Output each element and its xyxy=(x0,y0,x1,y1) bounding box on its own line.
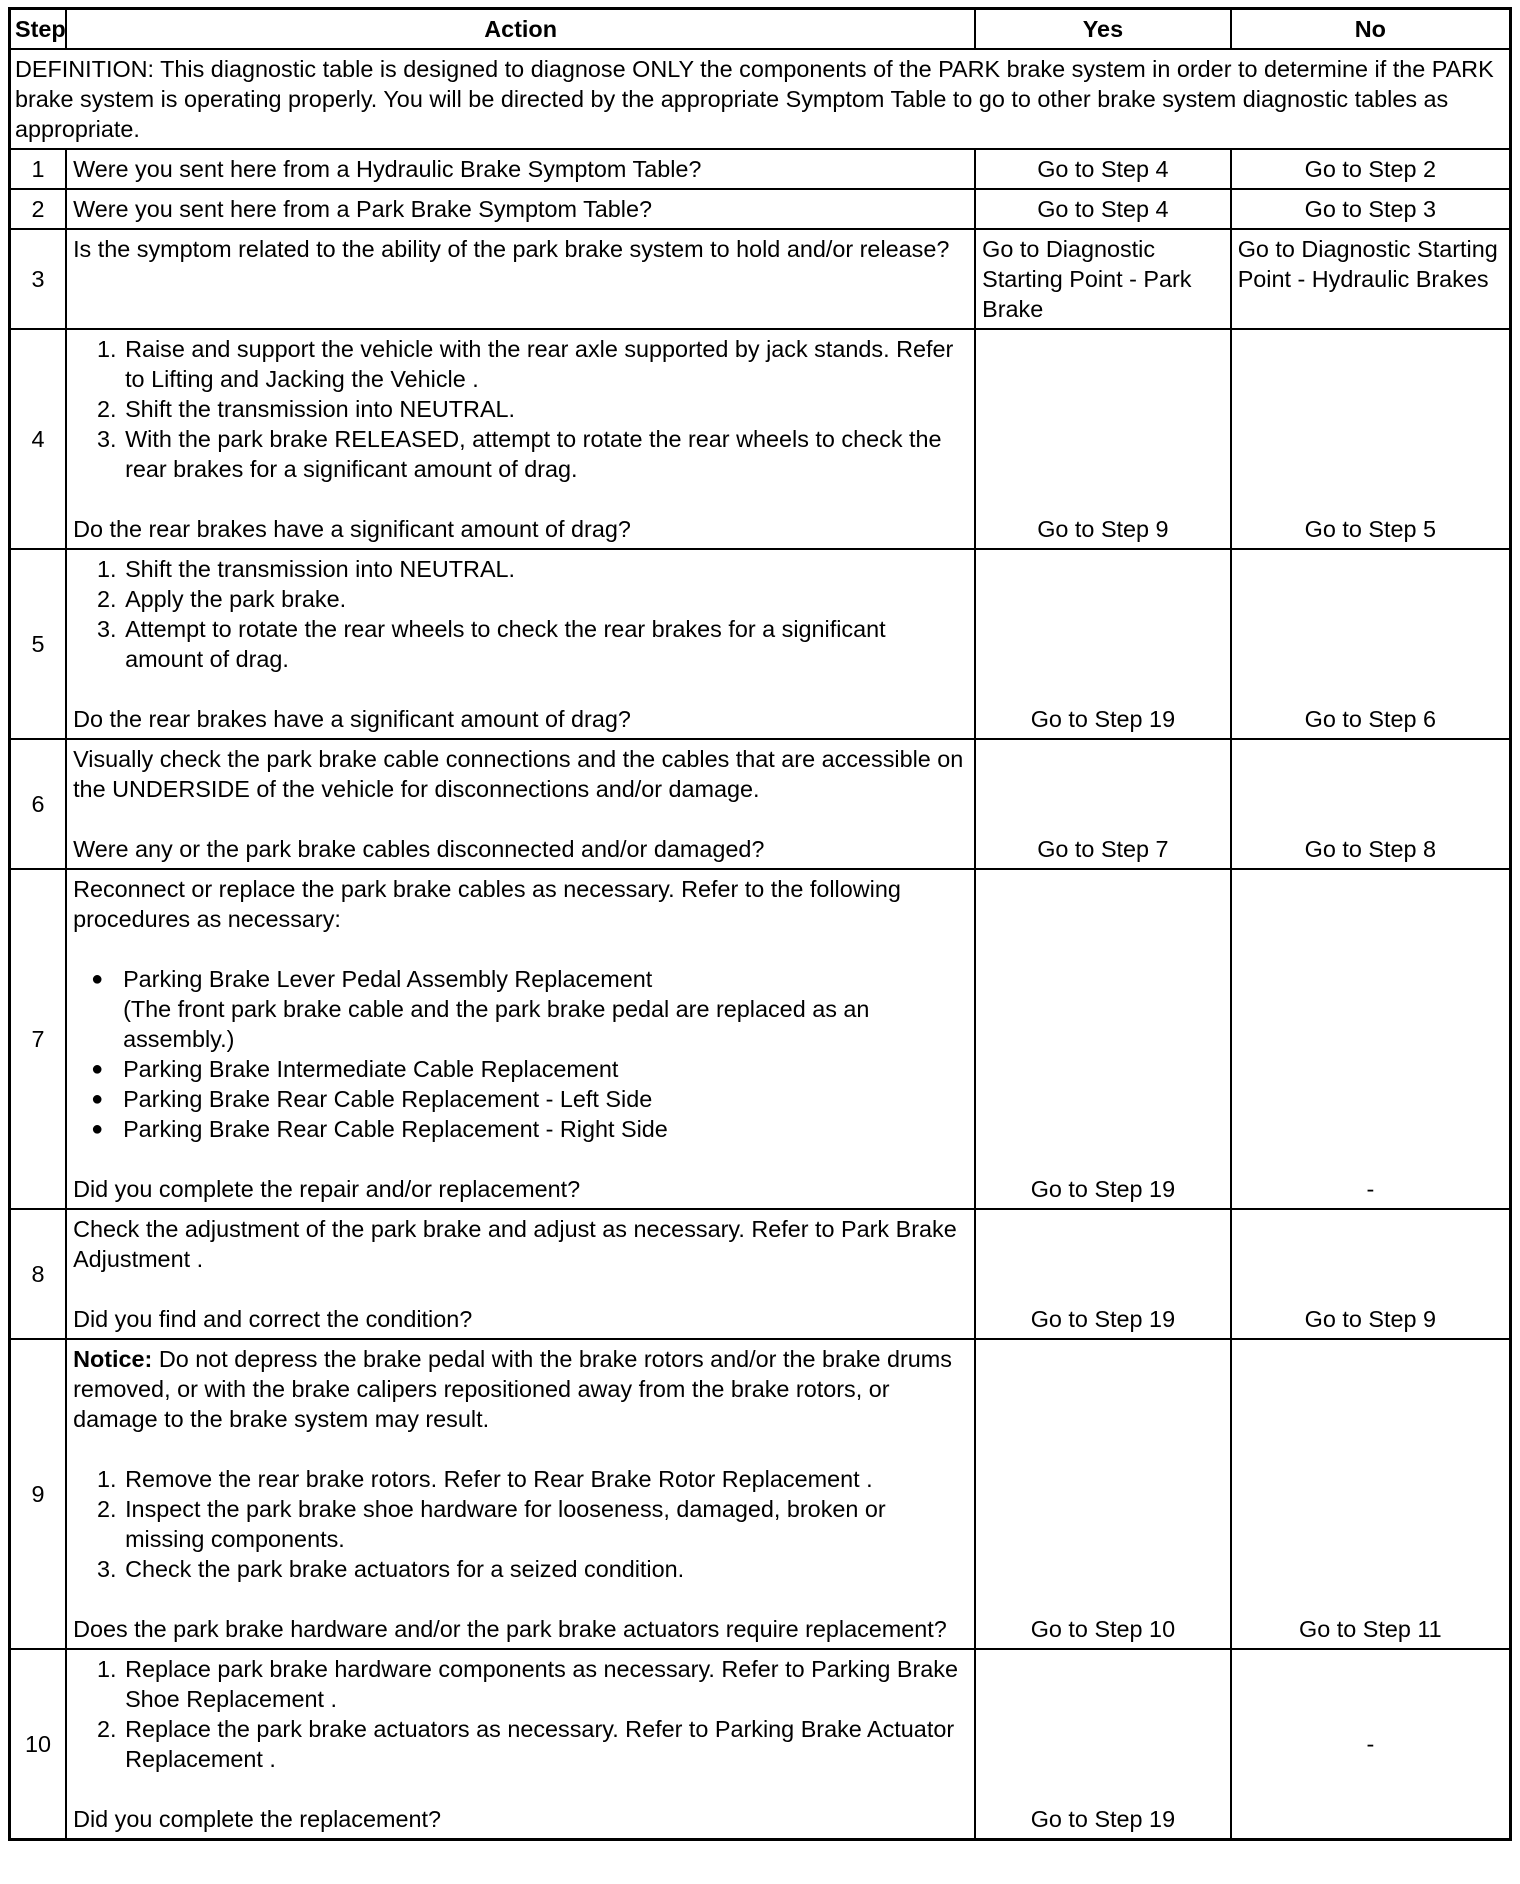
no-cell xyxy=(1231,329,1511,549)
procedure-note: (The front park brake cable and the park brake pedal are replaced as an assembly.) xyxy=(123,996,870,1052)
notice-label: Notice: xyxy=(73,1346,153,1372)
no-cell xyxy=(1231,869,1511,1209)
step-number: 10 xyxy=(10,1649,67,1840)
list-item: 1. Replace park brake hardware components as necessary. Refer to Parking Brake Shoe Replacement . xyxy=(123,1654,968,1714)
step-number: 4 xyxy=(10,329,67,549)
step-question: Does the park brake hardware and/or the park brake actuators require replacement? xyxy=(73,1616,947,1642)
yes-cell xyxy=(975,549,1231,739)
step-number: 9 xyxy=(10,1339,67,1649)
numbered-list xyxy=(73,554,968,674)
list-item: 2. Replace the park brake actuators as necessary. Refer to Parking Brake Actuator Replacement . xyxy=(123,1714,968,1774)
numbered-list xyxy=(73,1654,968,1774)
step-action-cell xyxy=(66,1649,975,1840)
no-action: - xyxy=(1366,1176,1375,1202)
definition-text: DEFINITION: This diagnostic table is designed to diagnose ONLY the components of the PARK brake system in order to determine if the PARK brake system is operating properly. You will be directed by the appropriate Symptom Table to go to other brake system diagnostic tables as appropriate. xyxy=(10,49,1511,149)
yes-action: Go to Step 7 xyxy=(1037,836,1169,862)
no-action: Go to Step 6 xyxy=(1304,706,1437,732)
no-action: Go to Step 9 xyxy=(1304,1306,1437,1332)
no-cell xyxy=(1231,1339,1511,1649)
table-row xyxy=(10,1209,1511,1339)
no-action: Go to Diagnostic Starting Point - Hydraulic Brakes xyxy=(1231,229,1511,329)
table-row xyxy=(10,739,1511,869)
step-number: 3 xyxy=(10,229,67,329)
yes-action: Go to Step 19 xyxy=(1030,1306,1176,1332)
numbered-list xyxy=(73,1464,968,1584)
list-item: 1. Raise and support the vehicle with the rear axle supported by jack stands. Refer to Lifting and Jacking the Vehicle . xyxy=(123,334,968,394)
step-number: 1 xyxy=(10,149,67,189)
header-no: No xyxy=(1231,9,1511,50)
table-row xyxy=(10,1649,1511,1840)
no-action: Go to Step 8 xyxy=(1304,836,1437,862)
step-instruction: Visually check the park brake cable connections and the cables that are accessible on the UNDERSIDE of the vehicle for disconnections and/or damage. xyxy=(73,746,964,802)
step-instruction: Check the adjustment of the park brake and adjust as necessary. Refer to Park Brake Adjustment . xyxy=(73,1216,957,1272)
yes-action: Go to Diagnostic Starting Point - Park Brake xyxy=(975,229,1231,329)
header-yes: Yes xyxy=(975,9,1231,50)
step-action-cell xyxy=(66,329,975,549)
yes-cell xyxy=(975,1339,1231,1649)
diagnostic-table-page xyxy=(8,7,1512,1841)
table-row xyxy=(10,549,1511,739)
step-number: 7 xyxy=(10,869,67,1209)
step-question: Do the rear brakes have a significant amount of drag? xyxy=(73,516,631,542)
no-cell xyxy=(1231,549,1511,739)
no-action: Go to Step 2 xyxy=(1231,149,1511,189)
step-instruction: Reconnect or replace the park brake cables as necessary. Refer to the following procedures as necessary: xyxy=(73,876,901,932)
yes-cell xyxy=(975,869,1231,1209)
table-row xyxy=(10,329,1511,549)
header-step: Step xyxy=(10,9,67,50)
list-item: 3. Attempt to rotate the rear wheels to check the rear brakes for a significant amount of drag. xyxy=(123,614,968,674)
no-action: - xyxy=(1231,1649,1511,1840)
step-question: Do the rear brakes have a significant amount of drag? xyxy=(73,706,631,732)
definition-row xyxy=(10,49,1511,149)
list-item: 2. Shift the transmission into NEUTRAL. xyxy=(123,394,968,424)
no-cell xyxy=(1231,1209,1511,1339)
yes-action: Go to Step 10 xyxy=(1030,1616,1176,1642)
yes-action: Go to Step 4 xyxy=(975,149,1231,189)
step-question: Is the symptom related to the ability of the park brake system to hold and/or release? xyxy=(66,229,975,329)
yes-action: Go to Step 9 xyxy=(1037,516,1169,542)
yes-cell xyxy=(975,739,1231,869)
procedure-link[interactable]: Parking Brake Lever Pedal Assembly Replacement xyxy=(123,966,653,992)
list-item xyxy=(123,964,968,1054)
yes-cell xyxy=(975,1649,1231,1840)
procedure-link[interactable]: Parking Brake Rear Cable Replacement - Right Side xyxy=(123,1116,668,1142)
table-row xyxy=(10,189,1511,229)
step-action-cell xyxy=(66,739,975,869)
table-row xyxy=(10,1339,1511,1649)
step-question: Were any or the park brake cables disconnected and/or damaged? xyxy=(73,836,765,862)
header-row xyxy=(10,9,1511,50)
list-item xyxy=(123,1084,968,1114)
step-action-cell xyxy=(66,869,975,1209)
yes-action: Go to Step 19 xyxy=(1030,706,1176,732)
bulleted-list xyxy=(73,964,968,1144)
yes-cell xyxy=(975,329,1231,549)
table-row xyxy=(10,229,1511,329)
list-item xyxy=(123,1054,968,1084)
list-item xyxy=(123,1114,968,1144)
list-item: 2. Apply the park brake. xyxy=(123,584,968,614)
notice-block xyxy=(73,1344,968,1434)
step-question: Did you find and correct the condition? xyxy=(73,1306,473,1332)
park-brake-diagnostic-table xyxy=(8,7,1512,1841)
numbered-list xyxy=(73,334,968,484)
step-action-cell xyxy=(66,1339,975,1649)
step-question: Were you sent here from a Hydraulic Brake Symptom Table? xyxy=(66,149,975,189)
notice-text: Do not depress the brake pedal with the brake rotors and/or the brake drums removed, or with the brake calipers repositioned away from the brake rotors, or damage to the brake system may result. xyxy=(73,1346,952,1432)
procedure-link[interactable]: Parking Brake Intermediate Cable Replacement xyxy=(123,1056,619,1082)
yes-action: Go to Step 19 xyxy=(1030,1806,1176,1832)
step-action-cell xyxy=(66,549,975,739)
header-action: Action xyxy=(66,9,975,50)
step-number: 6 xyxy=(10,739,67,869)
step-question: Did you complete the repair and/or replacement? xyxy=(73,1176,581,1202)
yes-action: Go to Step 4 xyxy=(975,189,1231,229)
table-row xyxy=(10,869,1511,1209)
step-number: 8 xyxy=(10,1209,67,1339)
no-cell xyxy=(1231,739,1511,869)
step-number: 2 xyxy=(10,189,67,229)
yes-action: Go to Step 19 xyxy=(1030,1176,1176,1202)
step-number: 5 xyxy=(10,549,67,739)
step-question: Did you complete the replacement? xyxy=(73,1806,442,1832)
list-item: 2. Inspect the park brake shoe hardware for looseness, damaged, broken or missing components. xyxy=(123,1494,968,1554)
list-item: 3. Check the park brake actuators for a seized condition. xyxy=(123,1554,968,1584)
procedure-link[interactable]: Parking Brake Rear Cable Replacement - Left Side xyxy=(123,1086,653,1112)
no-action: Go to Step 3 xyxy=(1231,189,1511,229)
list-item: 1. Shift the transmission into NEUTRAL. xyxy=(123,554,968,584)
table-row xyxy=(10,149,1511,189)
step-action-cell xyxy=(66,1209,975,1339)
no-action: Go to Step 5 xyxy=(1304,516,1437,542)
list-item: 1. Remove the rear brake rotors. Refer to Rear Brake Rotor Replacement . xyxy=(123,1464,968,1494)
yes-cell xyxy=(975,1209,1231,1339)
step-question: Were you sent here from a Park Brake Symptom Table? xyxy=(66,189,975,229)
list-item: 3. With the park brake RELEASED, attempt to rotate the rear wheels to check the rear brakes for a significant amount of drag. xyxy=(123,424,968,484)
no-action: Go to Step 11 xyxy=(1299,1616,1442,1642)
